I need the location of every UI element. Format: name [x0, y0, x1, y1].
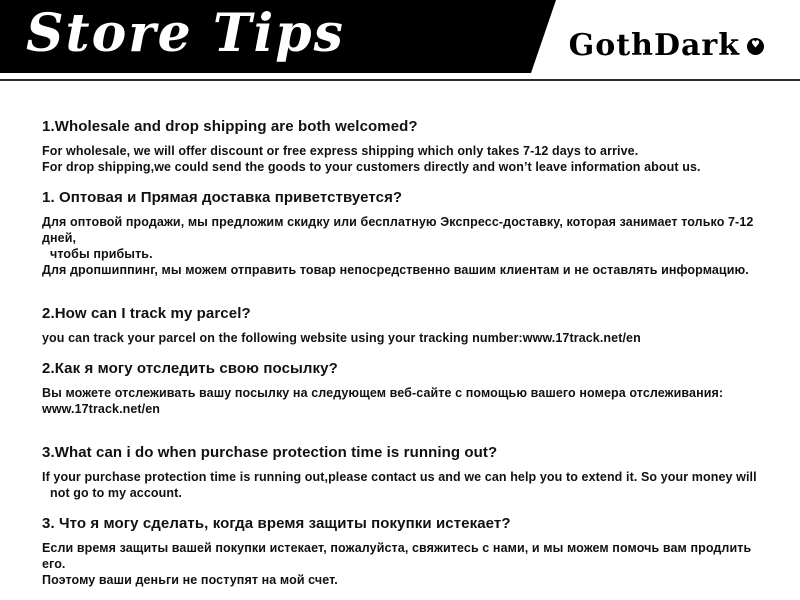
answer-3-ru-line-2: Поэтому ваши деньги не поступят на мой счет.: [42, 573, 338, 587]
header-banner: [0, 0, 800, 81]
answer-1-en-line-1: For wholesale, we will offer discount or free express shipping which only takes 7-12 days to arrive.: [42, 144, 639, 158]
answer-3-ru-line-1: Если время защиты вашей покупки истекает, пожалуйста, свяжитесь с нами, и мы можем помочь вам продлить его.: [42, 541, 752, 571]
header-divider-line: [0, 79, 800, 81]
answer-3-en-line-1: If your purchase protection time is running out,please contact us and we can help you to extend it. So your money will: [42, 470, 757, 484]
answer-1-en-line-2: For drop shipping,we could send the goods to your customers directly and won’t leave information about us.: [42, 160, 701, 174]
brand-name: GothDark: [568, 28, 740, 63]
answer-1-ru-line-3: Для дропшиппинг, мы можем отправить товар непосредственно вашим клиентам и не оставлять информацию.: [42, 263, 749, 277]
answer-2-ru-line-1: Вы можете отслеживать вашу посылку на следующем веб-сайте с помощью вашего номера отслеживания: www.17track.net/en: [42, 386, 724, 416]
section-parcel-tracking: [42, 304, 762, 417]
heart-circle-icon: [747, 38, 764, 55]
question-3-en: 3.What can i do when purchase protection time is running out?: [42, 444, 498, 461]
answer-2-en-line-1: you can track your parcel on the following website using your tracking number:www.17track.net/en: [42, 331, 641, 345]
question-2-en: 2.How can I track my parcel?: [42, 305, 251, 322]
answer-3-en-line-2: not go to my account.: [50, 486, 182, 500]
question-3-ru: 3. Что я могу сделать, когда время защиты покупки истекает?: [42, 515, 511, 532]
answer-1-ru-line-2: чтобы прибыть.: [50, 247, 153, 261]
heart-glyph: ♥: [751, 39, 760, 51]
brand-logo: [568, 28, 764, 63]
section-purchase-protection: [42, 443, 762, 588]
answer-1-ru-line-1: Для оптовой продажи, мы предложим скидку или бесплатную Экспресс-доставку, которая занимает только 7-12 дней,: [42, 215, 754, 245]
tips-content: [0, 81, 800, 588]
question-2-ru: 2.Как я могу отследить свою посылку?: [42, 360, 338, 377]
store-tips-title: Store Tips: [26, 3, 345, 64]
question-1-ru: 1. Оптовая и Прямая доставка приветствуется?: [42, 189, 403, 206]
question-1-en: 1.Wholesale and drop shipping are both welcomed?: [42, 118, 418, 135]
section-wholesale-dropshipping: [42, 117, 762, 278]
